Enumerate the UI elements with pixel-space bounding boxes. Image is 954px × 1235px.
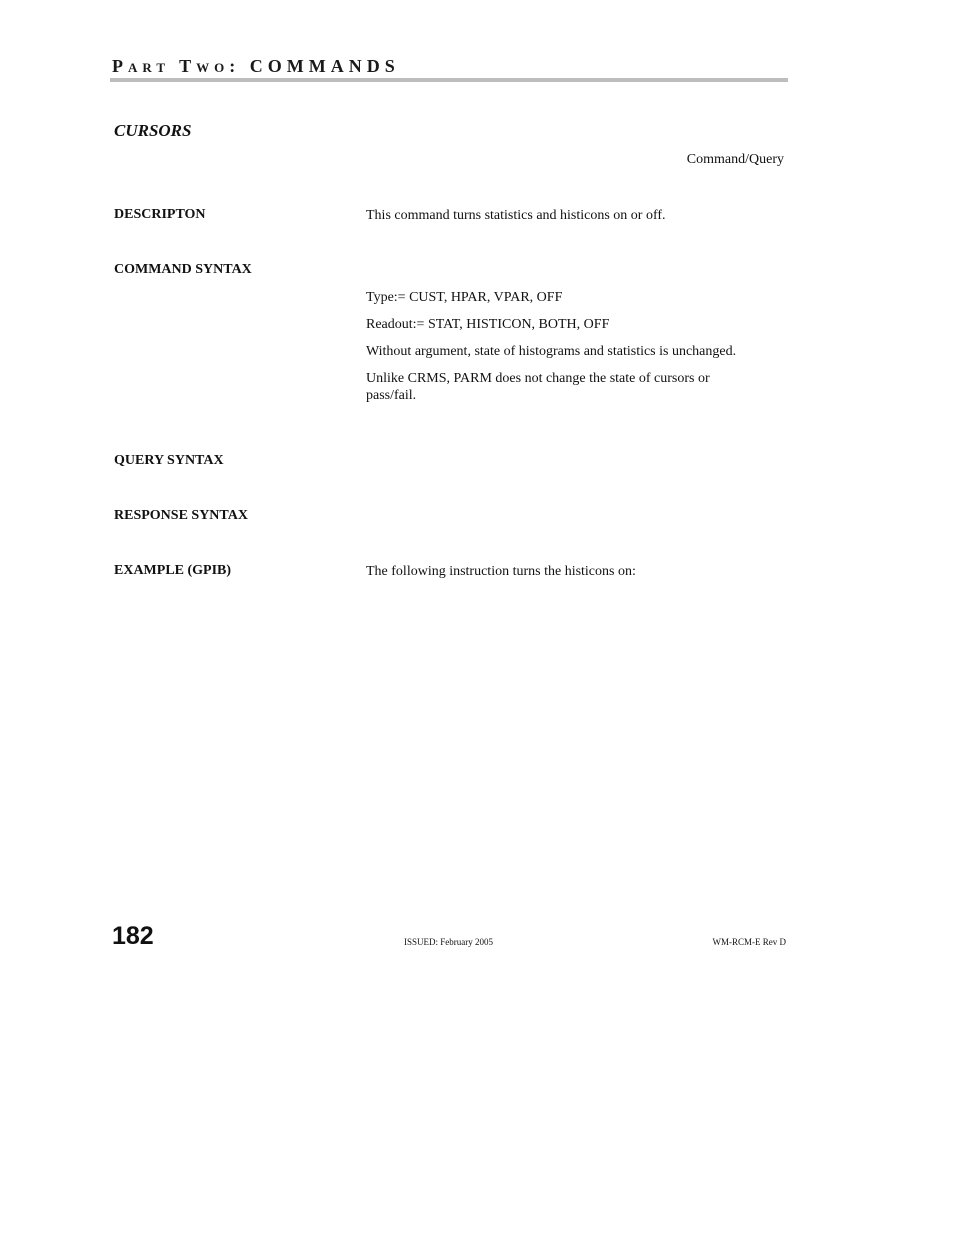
command-type: Command/Query bbox=[686, 152, 784, 167]
footer-issued-date: ISSUED: February 2005 bbox=[404, 937, 493, 947]
header-rule bbox=[110, 78, 788, 82]
description-text: This command turns statistics and histicons on or off. bbox=[366, 208, 666, 223]
syntax-note-line: Without argument, state of histograms and statistics is unchanged. bbox=[366, 344, 737, 359]
footer-document-id: WM-RCM-E Rev D bbox=[712, 937, 786, 947]
command-syntax-label: COMMAND SYNTAX bbox=[114, 262, 252, 277]
syntax-crms-note: Unlike CRMS, PARM does not change the state of cursors or pass/fail. bbox=[366, 371, 710, 403]
example-text: The following instruction turns the histicons on: bbox=[366, 564, 636, 579]
response-syntax-label: RESPONSE SYNTAX bbox=[114, 508, 248, 523]
page-number: 182 bbox=[112, 922, 154, 950]
syntax-type-line: Type:= CUST, HPAR, VPAR, OFF bbox=[366, 290, 563, 305]
example-label: EXAMPLE (GPIB) bbox=[114, 563, 232, 578]
syntax-readout-line: Readout:= STAT, HISTICON, BOTH, OFF bbox=[366, 317, 610, 332]
query-syntax-label: QUERY SYNTAX bbox=[114, 453, 224, 468]
description-label: DESCRIPTON bbox=[114, 207, 206, 222]
command-name: CURSORS bbox=[114, 121, 192, 140]
running-header: Part Two: COMMANDS bbox=[112, 56, 400, 76]
